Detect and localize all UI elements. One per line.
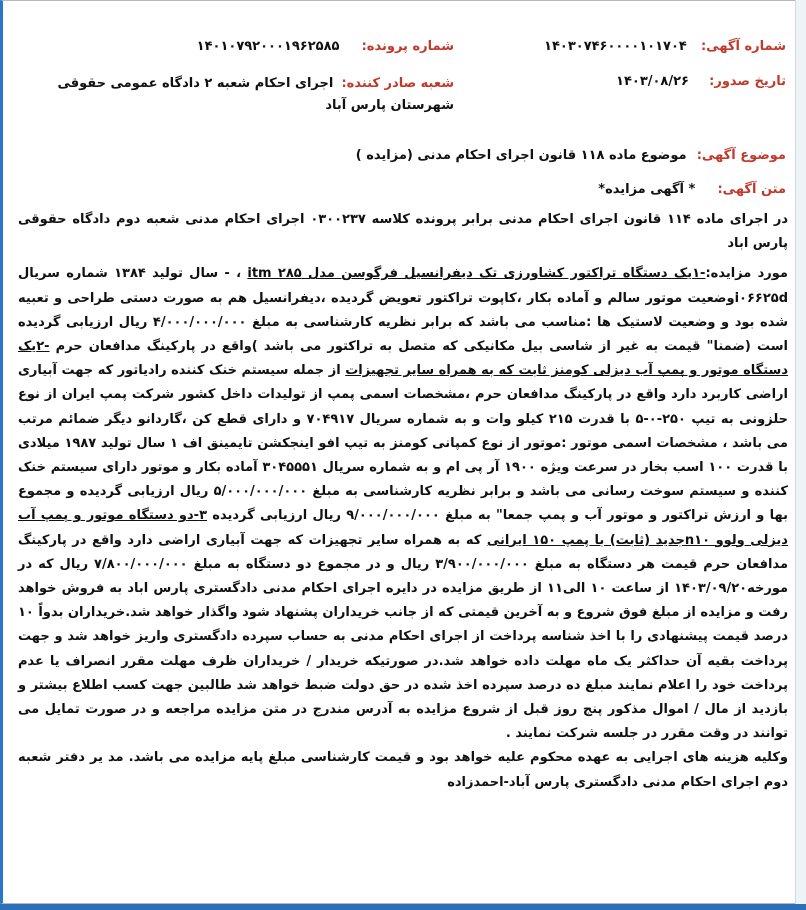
item-3-details: که به همراه سایر تجهیزات که جهت آبیاری اراضی دارد واقع در پارکینگ مدافعان حرم قیمت هر دستگاه به مبلغ ۳/۹۰۰/۰۰۰/۰۰۰ ریال و در مجموع دو دستگاه به مبلغ ۷/۸۰۰/۰۰۰/۰۰۰ ریال که در مورخه۱۴۰۳/۰۹/۲۰ از ساعت ۱۰ الی۱۱ از طریق مزایده در دایره اجرای احکام مدنی دادگستری پارس اباد به فروش خواهد رفت و مزایده از مبلغ فوق شروع و به آخرین قیمتی که از جانب خریداران پشنهاد شود واگذار خواهد شد.خریداران بدواً ۱۰ درصد قیمت پیشنهادی را با اخذ شناسه پرداخت از اجرای احکام مدنی به حساب سپرده دادگستری واریز خواهد شد و جهت پرداخت بقیه آن حداکثر یک ماه مهلت داده خواهد شد.در صورتیکه خریدار / خریداران ظرف مهلت مقرر انصراف یا عدم پرداخت خود را اعلام نمایند مبلغ ده درصد سپرده اخذ شده در حق دولت ضبط خواهد شد طالبین جهت کسب اطلاع بیشتر و بازدید از مال / اموال مذکور پنج روز قبل از شروع مزایده به آدرس مندرج در متن مزایده مراجعه و در صورت تمایل می توانند در وقت مقرر در جلسه شرکت نمایند . (18, 532, 789, 742)
case-number-field (197, 38, 454, 56)
notice-intro: در اجرای ماده ۱۱۴ قانون اجرای احکام مدنی برابر پرونده کلاسه ۰۳۰۰۲۳۷ اجرای احکام مدنی شعبه دوم دادگاه حقوقی پارس اباد (18, 212, 788, 252)
subject-label: موضوع آگهی: (696, 148, 786, 163)
subject-field (356, 147, 786, 165)
notice-closing: وکلیه هزینه های اجرایی به عهده محکوم علیه خواهد بود و قیمت کارشناسی مبلغ پایه مزایده می باشد. مد یر دفتر شعبه دوم اجرای احکام مدنی دادگستری پارس آباد-احمدزاده (18, 750, 788, 790)
item-1-details: ، - سال تولید ۱۳۸۴ شماره سریال i۰۶۶۲۵dوضعیت موتور سالم و آماده بکار ،کاپوت تراکتور تعویض گردیده ،دیفرانسیل هم به صورت دستی طراحی و تعبیه شده بود و وضعیت لاستیک ها :مناسب می باشد که برابر نظریه کارشناسی به مبلغ ۴/۰۰۰/۰۰۰/۰۰۰ ریال ارزیابی گردیده است (ضمنا" قیمت به غیر از شاسی بیل مکانیکی که متصل به تراکتور می باشد )واقع در پارکینگ مدافعان حرم (18, 266, 788, 355)
issue-date-value: ۱۴۰۳/۰۸/۲۶ (616, 74, 689, 89)
vertical-scrollbar[interactable] (795, 0, 806, 904)
ad-text-value: * آگهی مزایده* (598, 182, 696, 197)
issue-date-field (616, 73, 786, 91)
case-number-value: ۱۴۰۱۰۷۹۲۰۰۰۱۹۶۲۵۸۵ (196, 39, 340, 54)
issuer-field (29, 73, 454, 117)
ad-number-label: شماره آگهی: (700, 39, 786, 54)
issuer-value: اجرای احکام شعبه ۲ دادگاه عمومی حقوقی شهرستان پارس آباد (57, 76, 454, 113)
ad-text-label: متن آگهی: (717, 182, 786, 197)
item-2-pump: -۲یک دستگاه موتور و پمپ آب دیزلی کومنز ثابت که به همراه سایر تجهیزات (18, 339, 788, 379)
case-number-label: شماره پرونده: (361, 39, 454, 54)
subject-value: موضوع ماده ۱۱۸ قانون اجرای احکام مدنی (مزایده ) (355, 148, 687, 163)
notice-body (18, 208, 788, 795)
ad-number-field (544, 38, 786, 56)
item-1-tractor: -۱یک دستگاه تراکتور کشاورزی تک دیفرانسیل فرگوسن مدل itm ۲۸۵ (247, 266, 706, 282)
ad-text-field (598, 181, 786, 199)
item-3-pumps: ۳-دو دستگاه موتور و پمپ آب دیزلی ولوو n۱۰جدید (ثابت) با پمپ ۱۵۰ ایرانی (18, 508, 788, 548)
ad-number-value: ۱۴۰۳۰۷۴۶۰۰۰۰۱۰۱۷۰۴ (544, 39, 687, 54)
issuer-label: شعبه صادر کننده: (341, 76, 454, 91)
notice-paragraph (18, 262, 788, 746)
item-2-details: از جمله سیستم خنک کننده رادیاتور که جهت آبیاری اراضی کاربرد دارد واقع در پارکینگ مدافعان حرم ،مشخصات اسمی پمپ از تولیدات داخل کشور شرکت پمپ ایران از نوع حلزونی به تیپ ۲۵۰-۰-۵ با قدرت ۲۱۵ کیلو وات و به شماره سریال ۷۰۴۹۱۷ و دارای قطع کن ،گاردانو دیگر ضمائم مرتب می باشد ، مشخصات اسمی موتور :موتور از نوع کمپانی کومنز به تیپ افو اینجکشن تایمینق اف ۱ سال تولید ۱۹۸۷ میلادی با قدرت ۱۰۰ اسب بخار در سرعت ویژه ۱۹۰۰ آر پی ام و به شماره سریال ۳۰۴۵۵۵۱ آماده بکار و موتور دارای سیستم خنک کننده و سیستم سوخت رسانی می باشد و برابر نظریه کارشناسی به مبلغ ۵/۰۰۰/۰۰۰/۰۰۰ ریال ارزیابی گردیده و مجموع بها و ارزش تراکتور و موتور آب و پمپ جمعا" به مبلغ ۹/۰۰۰/۰۰۰/۰۰۰ ریال ارزیابی گردیده (18, 363, 788, 524)
auction-subject-label: مورد مزایده: (705, 266, 788, 282)
bottom-bar (0, 904, 806, 910)
issue-date-label: تاریخ صدور: (709, 74, 786, 89)
